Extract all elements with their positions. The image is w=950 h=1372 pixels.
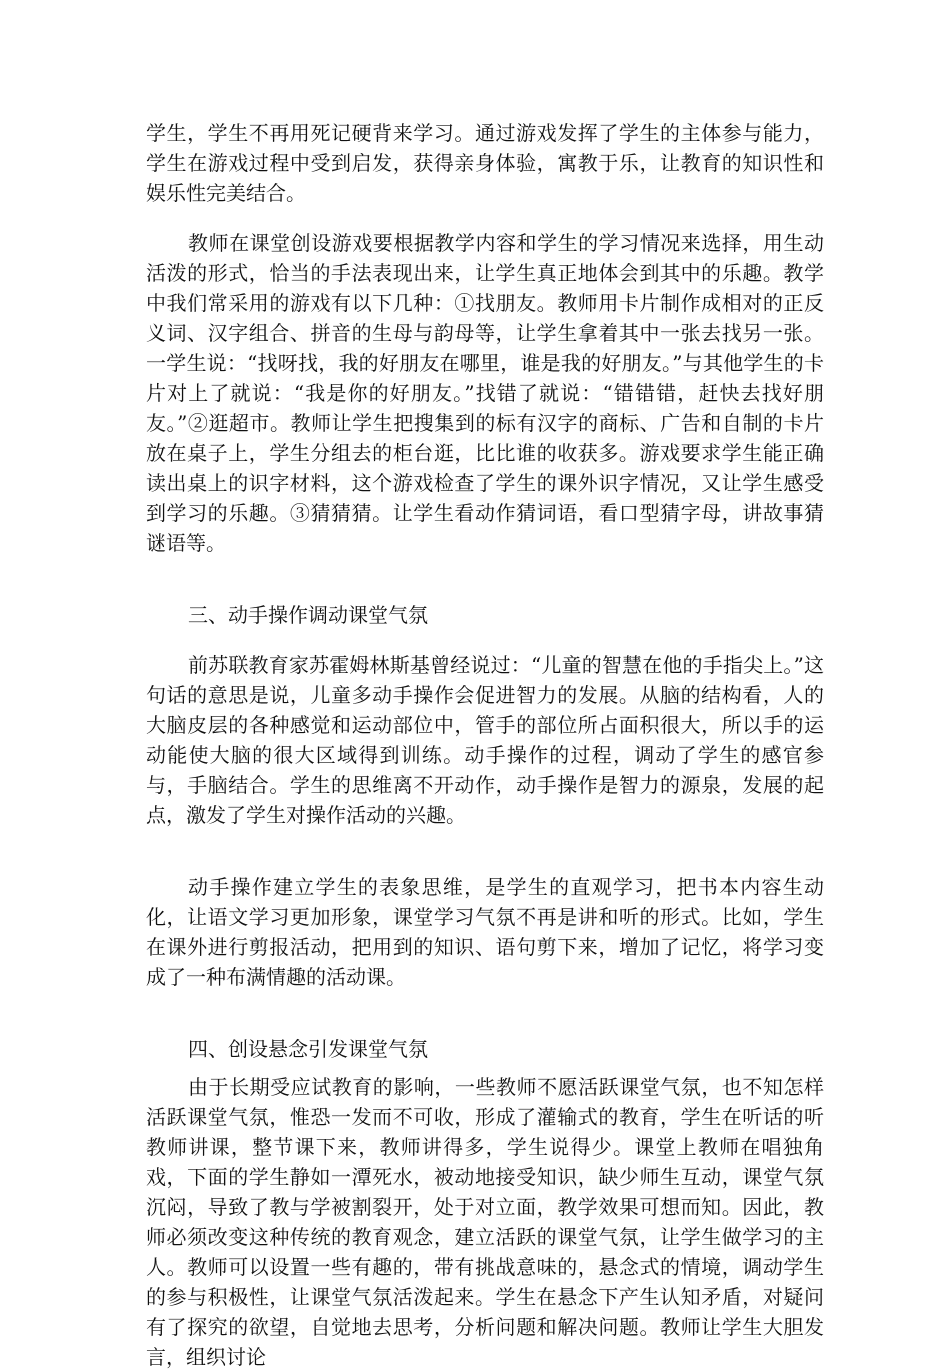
paragraph-suspense: 由于长期受应试教育的影响，一些教师不愿活跃课堂气氛，也不知怎样活跃课堂气氛，惟恐一发而不可收，形成了灌输式的教育，学生在听话的听教师讲课，整节课下来，教师讲得多，学生说得少。课堂上教师在唱独角戏，下面的学生静如一潭死水，被动地接受知识，缺少师生互动，课堂气氛沉闷，导致了教与学被割裂开，处于对立面，教学效果可想而知。因此，教师必须改变这种传统的教育观念，建立活跃的课堂气氛，让学生做学习的主人。教师可以设置一些有趣的，带有挑战意味的，悬念式的情境，调动学生的参与积极性，让课堂气氛活泼起来。学生在悬念下产生认知矛盾，对疑问有了探究的欲望，自觉地去思考，分析问题和解决问题。教师让学生大胆发言，组织讨论 (146, 1075, 824, 1369)
paragraph-classroom-games: 教师在课堂创设游戏要根据教学内容和学生的学习情况来选择，用生动活泼的形式，恰当的手法表现出来，让学生真正地体会到其中的乐趣。教学中我们常采用的游戏有以下几种：①找朋友。教师用卡片制作成相对的正反义词、汉字组合、拼音的生母与韵母等，让学生拿着其中一张去找另一张。一学生说：“找呀找，我的好朋友在哪里，谁是我的好朋友。”与其他学生的卡片对上了就说：“我是你的好朋友。”找错了就说：“错错错，赶快去找好朋友。”②逛超市。教师让学生把搜集到的标有汉字的商标、广告和自制的卡片放在桌子上，学生分组去的柜台逛，比比谁的收获多。游戏要求学生能正确读出桌上的识字材料，这个游戏检查了学生的课外识字情况，又让学生感受到学习的乐趣。③猜猜猜。让学生看动作猜词语，看口型猜字母，讲故事猜谜语等。 (146, 231, 824, 555)
section-heading-3: 三、动手操作调动课堂气氛 (188, 603, 428, 627)
section-heading-4: 四、创设悬念引发课堂气氛 (188, 1037, 428, 1061)
document-page (146, 118, 824, 1372)
paragraph-continuation: 学生，学生不再用死记硬背来学习。通过游戏发挥了学生的主体参与能力，学生在游戏过程中受到启发，获得亲身体验，寓教于乐，让教育的知识性和娱乐性完美结合。 (146, 121, 824, 205)
paragraph-imagery-thinking: 动手操作建立学生的表象思维，是学生的直观学习，把书本内容生动化，让语文学习更加形象，课堂学习气氛不再是讲和听的形式。比如，学生在课外进行剪报活动，把用到的知识、语句剪下来，增加了记忆，将学习变成了一种布满情趣的活动课。 (146, 875, 824, 989)
paragraph-hands-on: 前苏联教育家苏霍姆林斯基曾经说过：“儿童的智慧在他的手指尖上。”这句话的意思是说，儿童多动手操作会促进智力的发展。从脑的结构看，人的大脑皮层的各种感觉和运动部位中，管手的部位所占面积很大，所以手的运动能使大脑的很大区域得到训练。动手操作的过程，调动了学生的感官参与，手脑结合。学生的思维离不开动作，动手操作是智力的源泉，发展的起点，激发了学生对操作活动的兴趣。 (146, 653, 824, 827)
